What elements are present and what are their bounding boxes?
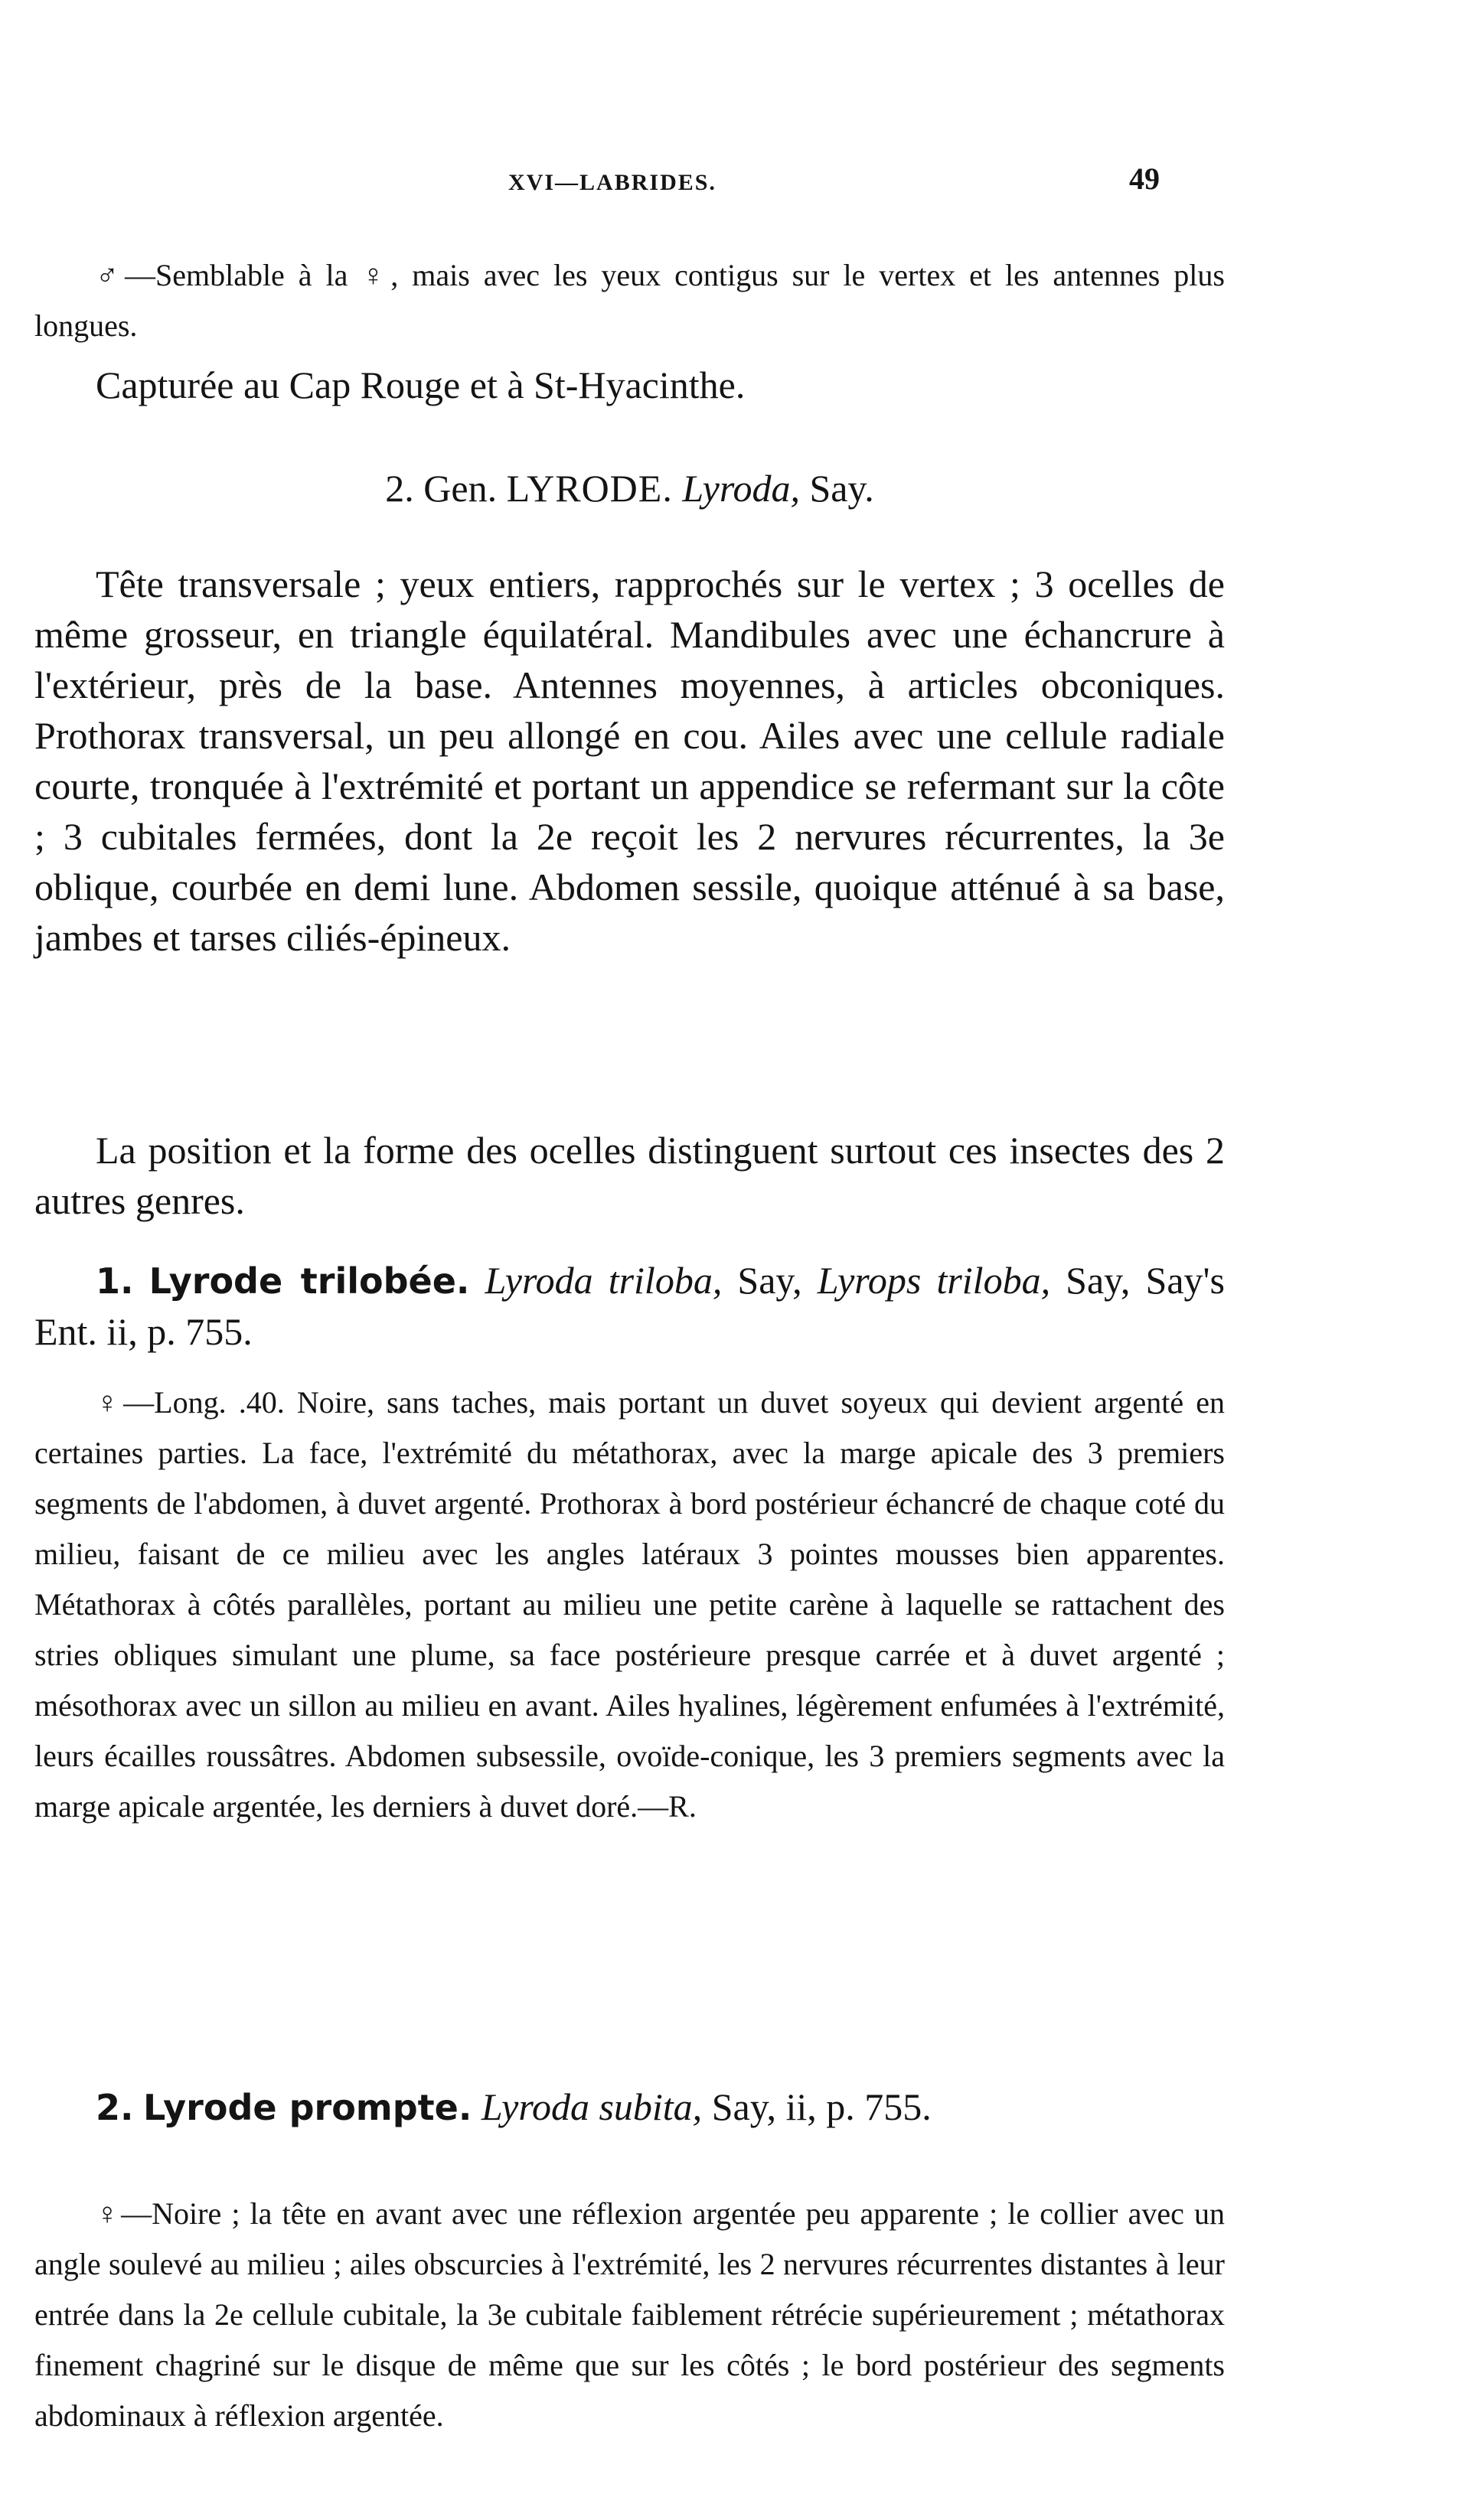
capture-locality: Capturée au Cap Rouge et à St-Hyacinthe. <box>96 363 746 406</box>
species-1-latin: Lyroda triloba, <box>485 1259 723 1302</box>
species-1-reference: Say, Say's Ent. ii, p. 755. <box>34 1259 1225 1353</box>
species-1-number: 1. <box>96 1260 134 1302</box>
male-description: ♂—Semblable à la ♀, mais avec les yeux contigus sur le vertex et les antennes plus longues. <box>34 258 1225 343</box>
genus-note: La position et la forme des ocelles distinguent surtout ces insectes des 2 autres genres. <box>34 1129 1225 1222</box>
genus-description: Tête transversale ; yeux entiers, rapprochés sur le vertex ; 3 ocelles de même grosseur, en triangle équilatéral. Mandibules avec une échancrure à l'extérieur, près de la base. Antennes moyennes, à articles obconiques. Prothorax transversal, un peu allongé en cou. Ailes avec une cellule radiale courte, tronquée à l'extrémité et portant un appendice se refermant sur la côte ; 3 cubitales fermées, dont la 2e reçoit les 2 nervures récurrentes, la 3e oblique, courbée en demi lune. Abdomen sessile, quoique atténué à sa base, jambes et tarses ciliés-épineux. <box>34 562 1225 959</box>
species-1-name: Lyrode trilobée. <box>149 1260 470 1302</box>
page-number: 49 <box>1129 161 1160 196</box>
running-title: XVI—LABRIDES. <box>508 170 717 195</box>
species-1-heading <box>34 1255 1225 1357</box>
species-2-description: ♀—Noire ; la tête en avant avec une réflexion argentée peu apparente ; le collier avec un angle soulevé au milieu ; ailes obscurcies à l'extrémité, les 2 nervures récurrentes distantes à leur entrée dans la 2e cellule cubitale, la 3e cubitale faiblement rétrécie supérieurement ; métathorax finement chagriné sur le disque de même que sur les côtés ; le bord postérieur des segments abdominaux à réflexion argentée. <box>34 2196 1225 2433</box>
species-2-latin: Lyroda subita, <box>481 2085 703 2128</box>
species-2-name: Lyrode prompte. <box>142 2087 472 2128</box>
species-1-author: Say, <box>737 1259 802 1302</box>
species-1-synonym: Lyrops triloba, <box>817 1259 1051 1302</box>
species-1-description: ♀—Long. .40. Noire, sans taches, mais portant un duvet soyeux qui devient argenté en certaines parties. La face, l'extrémité du métathorax, avec la marge apicale des 3 premiers segments de l'abdomen, à duvet argenté. Prothorax à bord postérieur échancré de chaque coté du milieu, faisant de ce milieu avec les angles latéraux 3 pointes mousses bien apparentes. Métathorax à côtés parallèles, portant au milieu une petite carène à laquelle se rattachent des stries obliques simulant une plume, sa face postérieure presque carrée et à duvet argenté ; mésothorax avec un sillon au milieu en avant. Ailes hyalines, légèrement enfumées à l'extrémité, leurs écailles roussâtres. Abdomen subsessile, ovoïde-conique, les 3 premiers segments avec la marge apicale argentée, les derniers à duvet doré.—R. <box>34 1385 1225 1824</box>
species-2-number: 2. <box>96 2087 134 2128</box>
genus-heading <box>34 463 1225 513</box>
genus-author: Say. <box>809 467 874 510</box>
genus-name: LYRODE. <box>506 467 673 510</box>
species-2-heading <box>34 2082 1225 2133</box>
genus-latin: Lyroda, <box>682 467 800 510</box>
genus-number: 2. Gen. <box>385 467 498 510</box>
species-2-reference: Say, ii, p. 755. <box>711 2085 932 2128</box>
